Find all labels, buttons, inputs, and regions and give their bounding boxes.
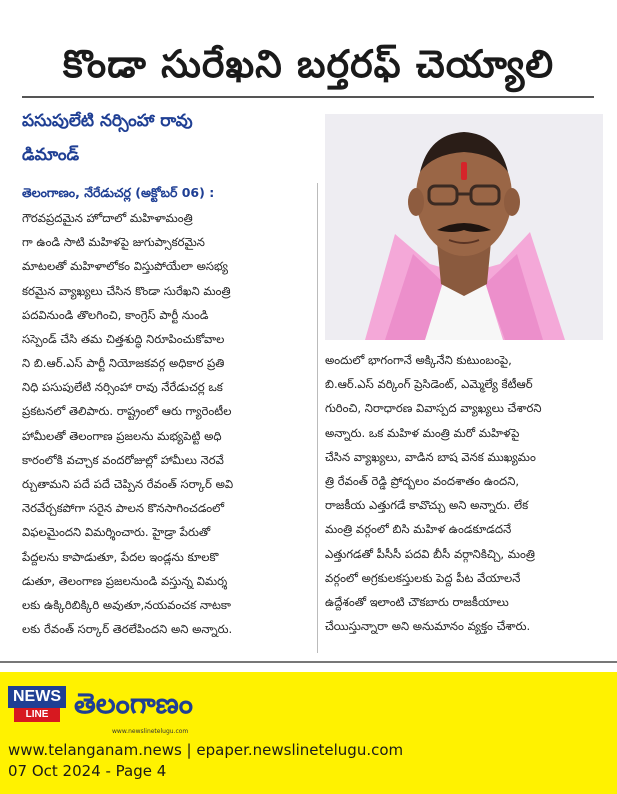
- dateline: తెలంగాణం, నేరేడుచర్ల (అక్టోబర్ 06) :: [22, 185, 215, 200]
- body-line: చేసిన వ్యాఖ్యలు, వాడిన బాష వెనక ముఖ్యమం: [325, 449, 536, 464]
- body-line: గౌరవప్రదమైన హోదాలో మహిళామంత్రి: [22, 211, 193, 225]
- body-line: పేద్దలను కాపాడుతూ, పేదల ఇండ్లను కూలకొ: [22, 549, 219, 564]
- article-body-left-bottom: [22, 351, 312, 641]
- body-line: లకు ఉక్కిరిబిక్కిరి అవుతూ,నయవంచక నాటకా: [22, 598, 231, 613]
- portrait-illustration: [325, 114, 603, 340]
- subhead-line-1: పసుపులేటి నర్సింహా రావు: [22, 111, 193, 131]
- subhead-line-2: డిమాండ్: [22, 145, 80, 165]
- body-line: గా ఉండి సాటి మహిళపై జుగుప్సాకరమైన: [22, 235, 205, 250]
- body-line: ప్రకటనలో తెలిపారు. రాష్ట్రంలో ఆరు గ్యారెంటీల: [22, 404, 232, 419]
- body-line: ఉద్దేశంతో ఇలాంటి చౌకబారు రాజకీయాలు: [325, 595, 509, 610]
- telanganam-logo: తెలంగాణం: [74, 687, 193, 720]
- body-line: ఎత్తుగడతో పీసీసీ పదవి బీసీ వర్గానికిచ్చి, మంత్రి: [325, 546, 535, 561]
- article-body-right: [325, 348, 607, 638]
- body-line: మంత్రి వర్గంలో బిసి మహిళ ఉండకూడదనే: [325, 522, 512, 537]
- body-line: నిధి పసుపులేటి నర్సింహా రావు నేరేడుచర్ల ఒక: [22, 380, 223, 395]
- body-line: అన్నారు. ఒక మహిళ మంత్రి మరో మహిళపై: [325, 425, 520, 440]
- article-subhead: [22, 104, 312, 172]
- article-headline: కొండా సురేఖని బర్తరఫ్ చెయ్యాలి: [62, 42, 555, 86]
- body-line: సస్పెండ్ చేసి తమ చిత్తశుద్ధి నిరూపించుకోవాల: [22, 332, 225, 347]
- body-line: కారంలోకి వచ్చాక వందరోజుల్లో హామీలు నెరవే: [22, 452, 224, 467]
- newsline-logo: [8, 686, 66, 726]
- spokesperson-photo: [325, 114, 603, 340]
- body-line: ని బి.ఆర్.ఎస్ పార్టీ నియోజకవర్గ అధికార ప్రతి: [22, 356, 225, 370]
- logo-url: www.newslinetelugu.com: [112, 728, 189, 735]
- footer-links[interactable]: www.telanganam.news | epaper.newslinetelugu.com: [8, 741, 404, 759]
- body-line: గురించి, నిరాధారణ వివాస్పద వ్యాఖ్యలు చేశారని: [325, 401, 542, 416]
- newsline-logo-top: NEWS: [8, 686, 66, 708]
- body-line: ర్చుతామని పదే పదే చెప్పిన రేవంత్ సర్కార్ అవి: [22, 477, 234, 492]
- footer-band: [0, 672, 617, 794]
- body-line: రాజకీయ ఎత్తుగడే కావొచ్చు అని అన్నారు. లేక: [325, 498, 529, 513]
- body-line: కరమైన వ్యాఖ్యలు చేసిన కొండా సురేఖని మంత్రి: [22, 283, 231, 298]
- body-line: వర్గంలో అగ్రకులకస్తులకు పెద్ద పీట వేయాలనే: [325, 570, 521, 585]
- body-line: డుతూ, తెలంగాణ ప్రజలనుండి వస్తున్న విమర్శ: [22, 573, 228, 588]
- body-line: విఫలమైందని విమర్శించారు. హైడ్రా పేరుతో: [22, 525, 211, 540]
- article-bottom-divider: [0, 661, 617, 663]
- body-line: హామీలతో తెలంగాణ ప్రజలను మభ్యపెట్టి అధి: [22, 428, 222, 443]
- footer-date-page: 07 Oct 2024 - Page 4: [8, 762, 167, 780]
- newsline-logo-bottom: LINE: [14, 708, 60, 722]
- body-line: చేయిస్తున్నారా అని అనుమానం వ్యక్తం చేశారు.: [325, 619, 531, 634]
- headline-divider: [22, 96, 594, 98]
- body-line: బి.ఆర్.ఎస్ వర్కింగ్ ప్రెసిడెంట్, ఎమ్మెల్యే కేటీఆర్: [325, 377, 533, 392]
- body-line: మాటలతో మహిళాలోకం విస్తుపోయేలా అసభ్య: [22, 259, 228, 274]
- body-line: పదవినుండి తొలగించి, కాంగ్రెస్ పార్టీ నుండి: [22, 307, 209, 322]
- body-line: లకు రేవంత్ సర్కార్ తెరలేపిందని అని అన్నారు.: [22, 622, 233, 637]
- column-divider: [317, 183, 318, 653]
- body-line: అందులో భాగంగానే అక్కినేని కుటుంబంపై,: [325, 353, 512, 367]
- article-body-left-top: [22, 206, 312, 351]
- body-line: త్రి రేవంత్ రెడ్డి ప్రోద్బలం వందశాతం ఉందని,: [325, 474, 520, 489]
- body-line: నెరవేర్చకపోగా సరైన పాలన కొనసాగించడంలో: [22, 501, 225, 516]
